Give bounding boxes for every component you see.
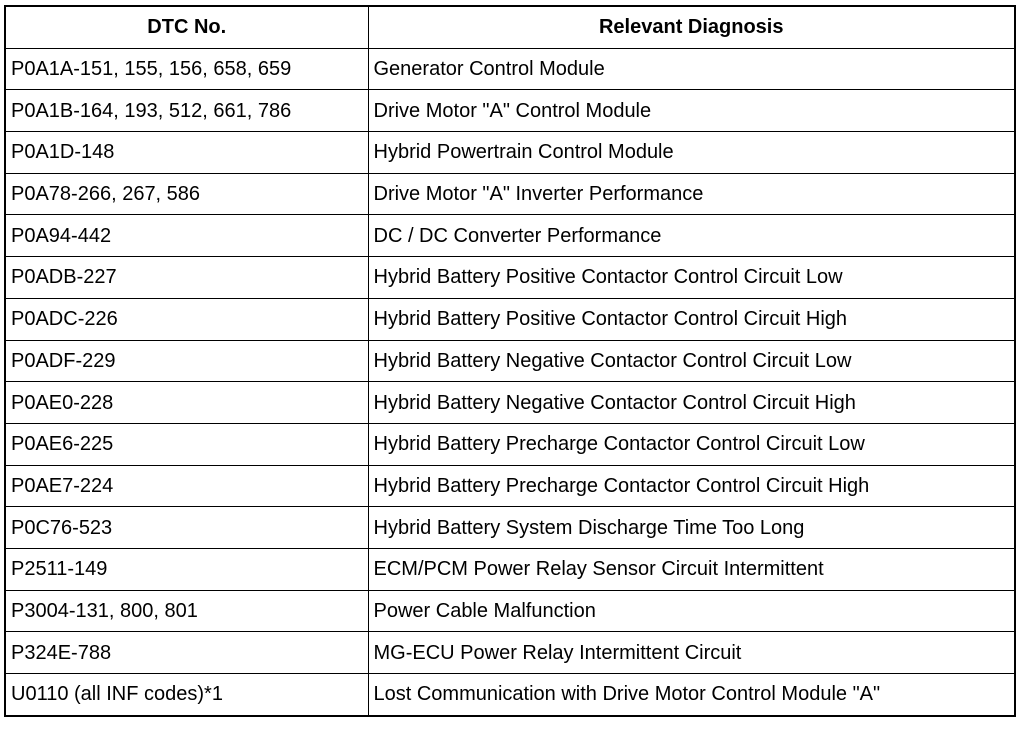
diagnosis-cell: Hybrid Battery Negative Contactor Control Circuit High [368,382,1015,424]
diagnosis-cell: Power Cable Malfunction [368,590,1015,632]
dtc-cell: P0C76-523 [5,507,368,549]
diagnosis-cell: Hybrid Battery System Discharge Time Too Long [368,507,1015,549]
table-row [5,48,1015,90]
diagnosis-cell: MG-ECU Power Relay Intermittent Circuit [368,632,1015,674]
dtc-cell: P0ADF-229 [5,340,368,382]
table-row [5,90,1015,132]
diagnosis-cell: DC / DC Converter Performance [368,215,1015,257]
dtc-cell: P0A1A-151, 155, 156, 658, 659 [5,48,368,90]
table-row [5,674,1015,716]
diagnosis-cell: Drive Motor "A" Control Module [368,90,1015,132]
diagnosis-cell: Hybrid Battery Negative Contactor Control Circuit Low [368,340,1015,382]
dtc-cell: P0ADC-226 [5,298,368,340]
dtc-cell: P0A1B-164, 193, 512, 661, 786 [5,90,368,132]
header-relevant-diagnosis: Relevant Diagnosis [368,6,1015,48]
dtc-cell: P0ADB-227 [5,257,368,299]
diagnosis-cell: Hybrid Battery Positive Contactor Control Circuit Low [368,257,1015,299]
table-row [5,548,1015,590]
diagnosis-cell: Hybrid Battery Precharge Contactor Control Circuit Low [368,423,1015,465]
table-row [5,215,1015,257]
table-header-row [5,6,1015,48]
dtc-cell: P324E-788 [5,632,368,674]
table-row [5,423,1015,465]
table-row [5,173,1015,215]
dtc-table [4,5,1016,717]
table-row [5,340,1015,382]
header-dtc-no: DTC No. [5,6,368,48]
diagnosis-cell: Drive Motor "A" Inverter Performance [368,173,1015,215]
table-row [5,382,1015,424]
table-row [5,507,1015,549]
dtc-cell: P0AE6-225 [5,423,368,465]
dtc-cell: U0110 (all INF codes)*1 [5,674,368,716]
diagnosis-cell: ECM/PCM Power Relay Sensor Circuit Intermittent [368,548,1015,590]
dtc-cell: P0AE0-228 [5,382,368,424]
table-row [5,298,1015,340]
table-row [5,590,1015,632]
table-row [5,632,1015,674]
table-row [5,465,1015,507]
diagnosis-cell: Lost Communication with Drive Motor Control Module "A" [368,674,1015,716]
table-row [5,257,1015,299]
table-row [5,132,1015,174]
diagnosis-cell: Generator Control Module [368,48,1015,90]
dtc-table-container [4,5,1016,717]
diagnosis-cell: Hybrid Battery Precharge Contactor Control Circuit High [368,465,1015,507]
dtc-cell: P0AE7-224 [5,465,368,507]
diagnosis-cell: Hybrid Battery Positive Contactor Control Circuit High [368,298,1015,340]
dtc-cell: P0A78-266, 267, 586 [5,173,368,215]
dtc-cell: P0A1D-148 [5,132,368,174]
dtc-cell: P0A94-442 [5,215,368,257]
diagnosis-cell: Hybrid Powertrain Control Module [368,132,1015,174]
dtc-cell: P2511-149 [5,548,368,590]
dtc-cell: P3004-131, 800, 801 [5,590,368,632]
